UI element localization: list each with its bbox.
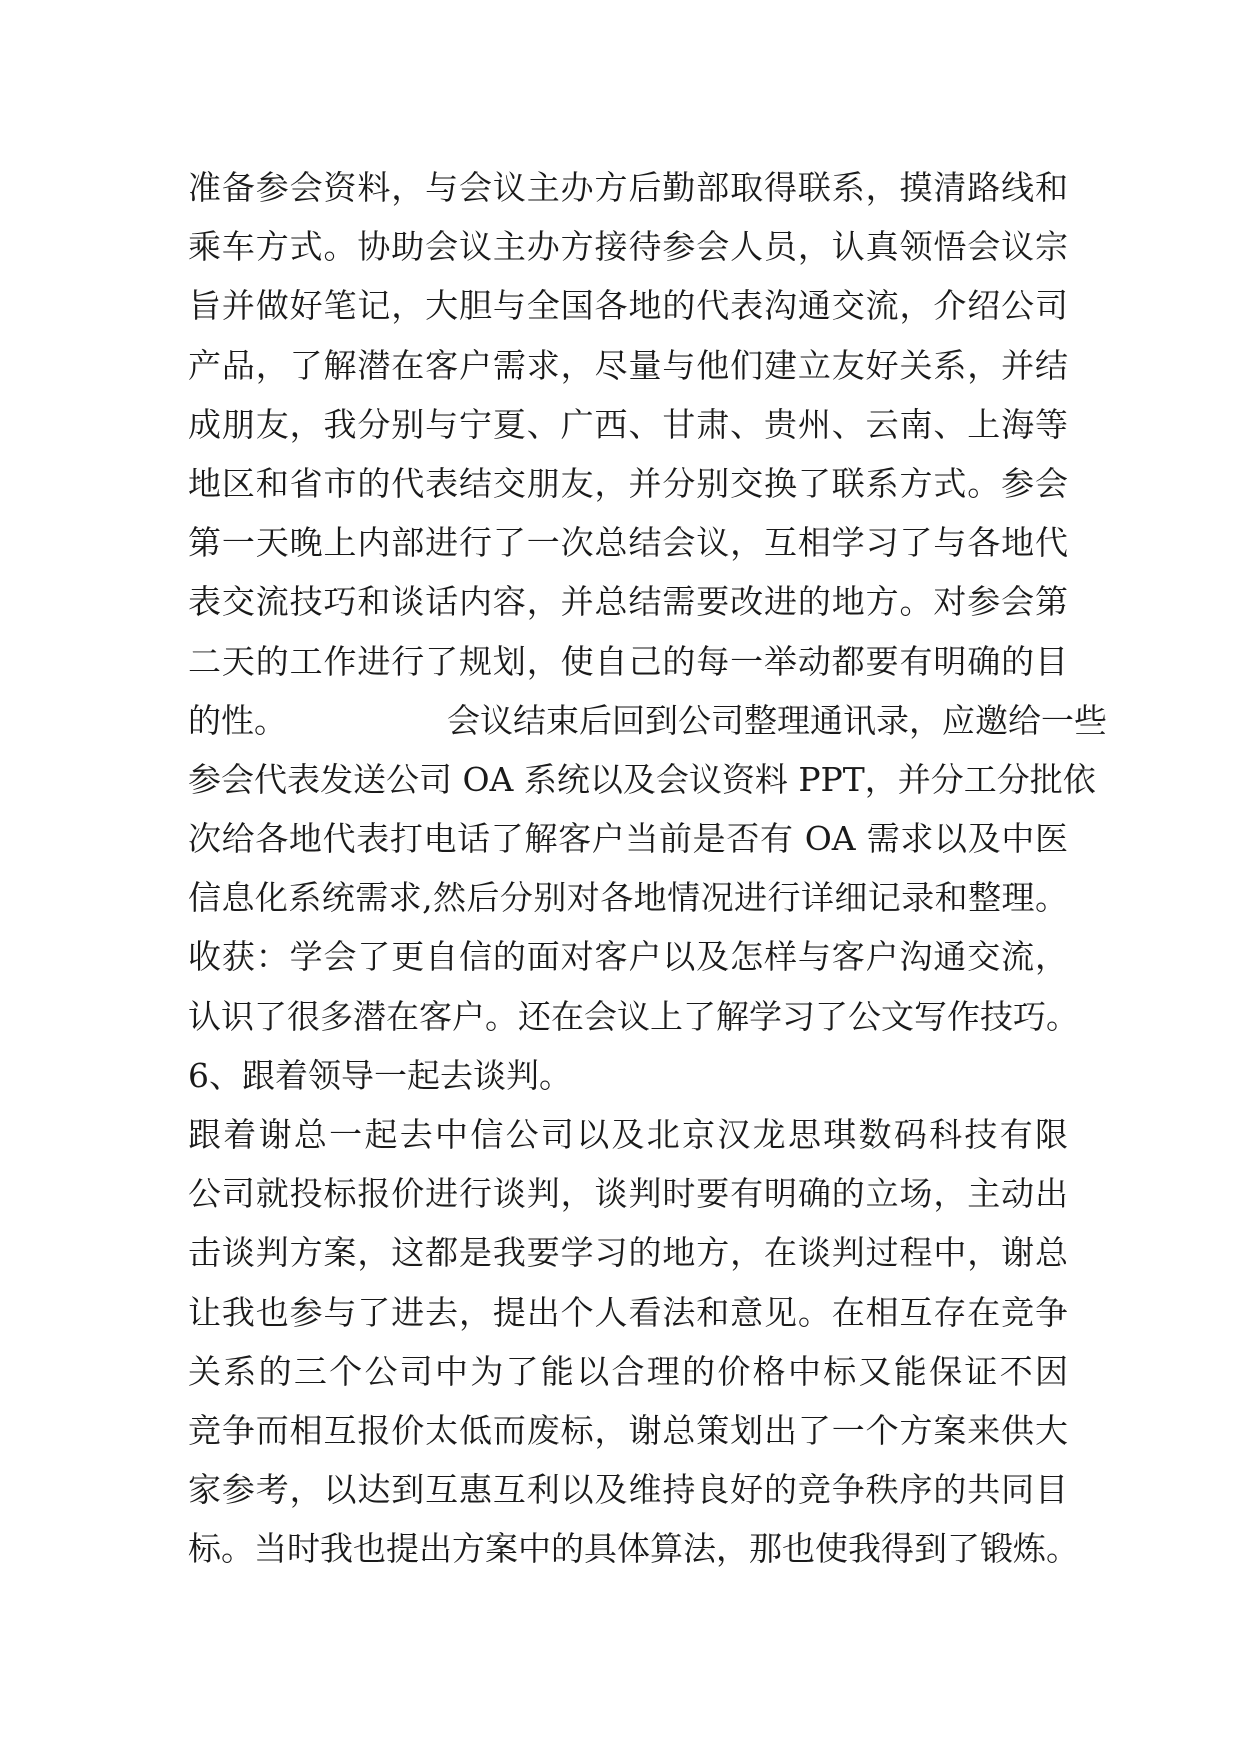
- text-line: 表交流技巧和谈话内容，并总结需要改进的地方。对参会第: [188, 582, 1068, 622]
- body-text: [188, 158, 1107, 1579]
- text-line: 次给各地代表打电话了解客户当前是否有 OA 需求以及中医: [188, 819, 1068, 859]
- text-line: 关系的三个公司中为了能以合理的价格中标又能保证不因: [188, 1351, 1068, 1391]
- text-line: 竞争而相互报价太低而废标，谢总策划出了一个方案来供大: [188, 1410, 1068, 1450]
- text-line: 旨并做好笔记，大胆与全国各地的代表沟通交流，介绍公司: [188, 286, 1068, 326]
- section-heading: 6、跟着领导一起去谈判。: [188, 1055, 572, 1095]
- text-line: 跟着谢总一起去中信公司以及北京汉龙思琪数码科技有限: [188, 1115, 1068, 1154]
- text-line: 家参考，以达到互惠互利以及维持良好的竞争秩序的共同目: [188, 1470, 1068, 1510]
- text-line: 击谈判方案，这都是我要学习的地方，在谈判过程中，谢总: [188, 1233, 1068, 1273]
- text-line-with-gap: [188, 691, 1107, 750]
- text-line: 成朋友，我分别与宁夏、广西、甘肃、贵州、云南、上海等: [188, 404, 1068, 444]
- text-line: 第一天晚上内部进行了一次总结会议，互相学习了与各地代: [188, 523, 1068, 563]
- text-fragment: 的性。: [188, 700, 287, 740]
- text-line: 认识了很多潜在客户。还在会议上了解学习了公文写作技巧。: [188, 996, 1079, 1036]
- text-line: 信息化系统需求,然后分别对各地情况进行详细记录和整理。: [188, 878, 1068, 918]
- text-line: 产品，了解潜在客户需求，尽量与他们建立友好关系，并结: [188, 345, 1068, 385]
- text-line: 公司就投标报价进行谈判，谈判时要有明确的立场，主动出: [188, 1174, 1068, 1214]
- text-fragment: 会议结束后回到公司整理通讯录，应邀给一些: [447, 700, 1107, 740]
- text-line: 二天的工作进行了规划，使自己的每一举动都要有明确的目: [188, 641, 1068, 681]
- text-line: 标。当时我也提出方案中的具体算法，那也使我得到了锻炼。: [188, 1529, 1079, 1569]
- text-line: 地区和省市的代表结交朋友，并分别交换了联系方式。参会: [188, 463, 1068, 503]
- text-line: 让我也参与了进去，提出个人看法和意见。在相互存在竞争: [188, 1292, 1068, 1332]
- text-line: 乘车方式。协助会议主办方接待参会人员，认真领悟会议宗: [188, 227, 1068, 267]
- text-line: 准备参会资料，与会议主办方后勤部取得联系，摸清路线和: [188, 168, 1068, 207]
- text-line: 参会代表发送公司 OA 系统以及会议资料 PPT，并分工分批依: [188, 759, 1096, 799]
- text-line: 收获：学会了更自信的面对客户以及怎样与客户沟通交流，: [188, 937, 1068, 977]
